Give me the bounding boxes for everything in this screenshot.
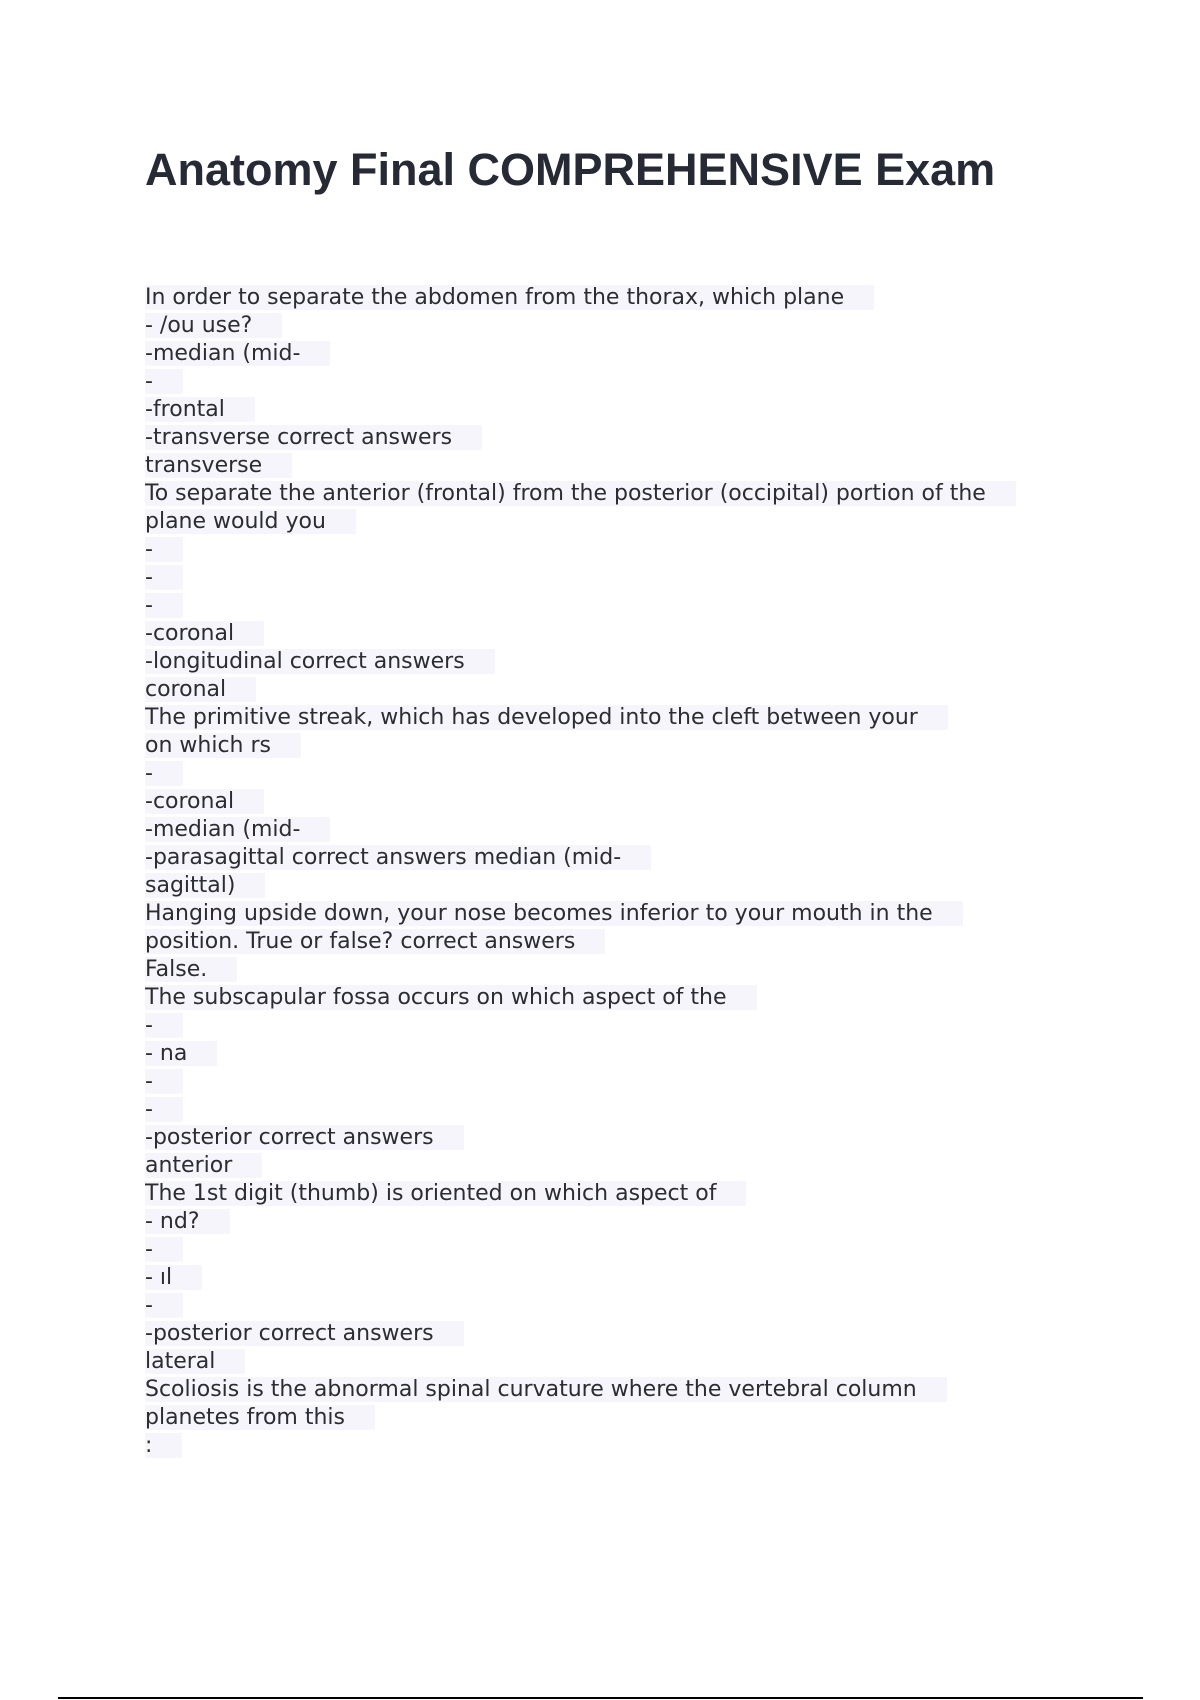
text-line: False. [145, 956, 1105, 984]
text-line: - ıl [145, 1264, 1105, 1292]
page-title: Anatomy Final COMPREHENSIVE Exam [145, 144, 996, 195]
exam-text-body [145, 284, 1105, 1460]
text-line: - [145, 760, 1105, 788]
text-line: on which rs [145, 732, 1105, 760]
text-line: - [145, 1012, 1105, 1040]
text-line: -median (mid- [145, 340, 1105, 368]
text-line: In order to separate the abdomen from the thorax, which plane [145, 284, 1105, 312]
text-line: - [145, 564, 1105, 592]
text-line: coronal [145, 676, 1105, 704]
text-line: Scoliosis is the abnormal spinal curvature where the vertebral column [145, 1376, 1105, 1404]
text-line: - [145, 1068, 1105, 1096]
text-line: -parasagittal correct answers median (mid- [145, 844, 1105, 872]
text-line: The primitive streak, which has developed into the cleft between your [145, 704, 1105, 732]
text-line: lateral [145, 1348, 1105, 1376]
text-line: anterior [145, 1152, 1105, 1180]
text-line: - [145, 1096, 1105, 1124]
text-line: -frontal [145, 396, 1105, 424]
text-line: -posterior correct answers [145, 1124, 1105, 1152]
text-line: -transverse correct answers [145, 424, 1105, 452]
text-line: Hanging upside down, your nose becomes inferior to your mouth in the [145, 900, 1105, 928]
text-line: -coronal [145, 788, 1105, 816]
text-line: - [145, 592, 1105, 620]
text-line: plane would you [145, 508, 1105, 536]
text-line: - [145, 368, 1105, 396]
text-line: -longitudinal correct answers [145, 648, 1105, 676]
text-line: The 1st digit (thumb) is oriented on which aspect of [145, 1180, 1105, 1208]
text-line: transverse [145, 452, 1105, 480]
text-line: To separate the anterior (frontal) from the posterior (occipital) portion of the [145, 480, 1105, 508]
text-line: : [145, 1432, 1105, 1460]
text-line: - [145, 1236, 1105, 1264]
page-bottom-rule [58, 1697, 1143, 1699]
text-line: planetes from this [145, 1404, 1105, 1432]
text-line: - [145, 536, 1105, 564]
text-line: - [145, 1292, 1105, 1320]
text-line: -coronal [145, 620, 1105, 648]
text-line: - /ou use? [145, 312, 1105, 340]
text-line: position. True or false? correct answers [145, 928, 1105, 956]
text-line: The subscapular fossa occurs on which aspect of the [145, 984, 1105, 1012]
text-line: -posterior correct answers [145, 1320, 1105, 1348]
text-line: - nd? [145, 1208, 1105, 1236]
text-line: - na [145, 1040, 1105, 1068]
text-line: -median (mid- [145, 816, 1105, 844]
text-line: sagittal) [145, 872, 1105, 900]
